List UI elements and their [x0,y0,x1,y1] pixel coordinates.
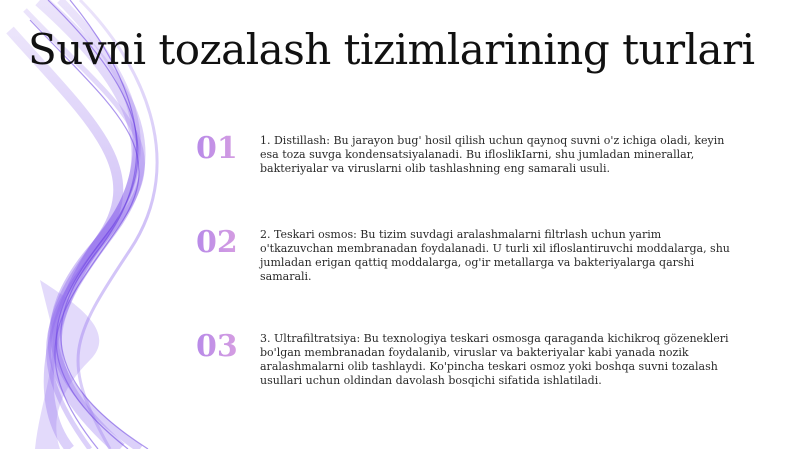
item-text: 1. Distillash: Bu jarayon bug' hosil qilish uchun qaynoq suvni o'z ichiga oladi, keyin esa toza suvga kondensatsiyalanadi. Bu ifloslikIarni, shu jumladan minerallar, bakteriyalar va viruslarni olib tashlashning eng samarali usuli. [260,134,725,175]
item-text: 2. Teskari osmos: Bu tizim suvdagi aralashmalarni filtrlash uchun yarim o'tkazuvchan membranadan foydalanadi. U turli xil ifloslantiruvchi moddalarga, shu jumladan erigan qattiq moddalarga, og'ir metallarga va bakteriyalarga qarshi samarali. [260,228,730,283]
item-number: 01 [196,132,256,166]
slide-title: Suvni tozalash tizimlarining turlari [28,25,755,74]
item-text: 3. Ultrafiltratsiya: Bu texnologiya teskari osmosga qaraganda kichikroq gözenekleri bo'lgan membranadan foydalanib, viruslar va bakteriyalar kabi yanada nozik aralashmalarni olib tashlaydi. Ko'pincha teskari osmoz yoki boshqa suvni tozalash usullari uchun oldindan davolash bosqichi sifatida ishlatiladi. [260,332,729,387]
item-number: 02 [196,226,256,260]
item-number: 03 [196,330,256,364]
